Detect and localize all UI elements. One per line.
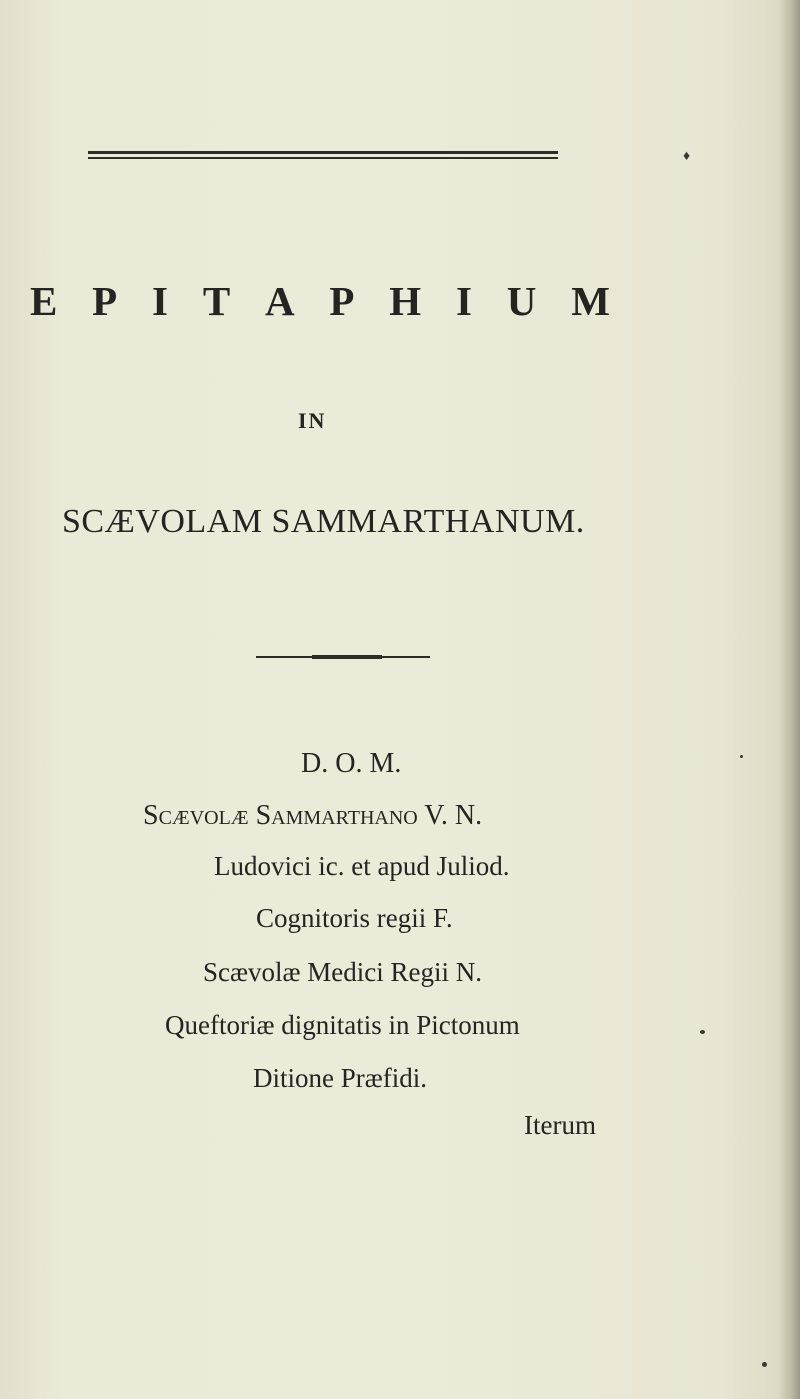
title-letter: U [506, 278, 537, 324]
dedicatee-heading: SCÆVOLAM SAMMARTHANUM. [62, 503, 585, 540]
title-letter: T [202, 278, 231, 324]
title-letter: P [329, 278, 355, 324]
printer-mark-icon: ♦ [683, 149, 691, 164]
top-double-rule [88, 151, 558, 161]
paper-speck [740, 755, 743, 758]
title-letter: E [30, 278, 58, 324]
page-title [30, 278, 610, 324]
subtitle: IN [298, 408, 327, 433]
inscription-line-1-tail: V. N. [417, 800, 483, 831]
middle-rule [256, 656, 430, 658]
page-edge-shadow [778, 0, 800, 1399]
inscription-heading: D. O. M. [301, 748, 402, 779]
title-letter: M [571, 278, 610, 324]
paper-speck [700, 1030, 705, 1034]
inscription-line-3: Cognitoris regii F. [256, 903, 453, 933]
inscription-line-1 [143, 800, 482, 832]
title-letter: P [92, 278, 118, 324]
title-letter: I [152, 278, 168, 324]
inscription-line-6: Ditione Præfidi. [253, 1063, 427, 1093]
catchword: Iterum [524, 1110, 596, 1140]
paper-speck [762, 1362, 767, 1367]
inscription-line-5: Queftoriæ dignitatis in Pictonum [165, 1010, 520, 1040]
title-letter: H [389, 278, 422, 324]
inscription-line-4: Scævolæ Medici Regii N. [203, 957, 482, 987]
title-letter: A [264, 278, 295, 324]
inscription-line-2: Ludovici ic. et apud Juliod. [214, 851, 510, 881]
inscription-name: Scævolæ Sammarthano [143, 800, 418, 831]
title-letter: I [455, 278, 472, 324]
